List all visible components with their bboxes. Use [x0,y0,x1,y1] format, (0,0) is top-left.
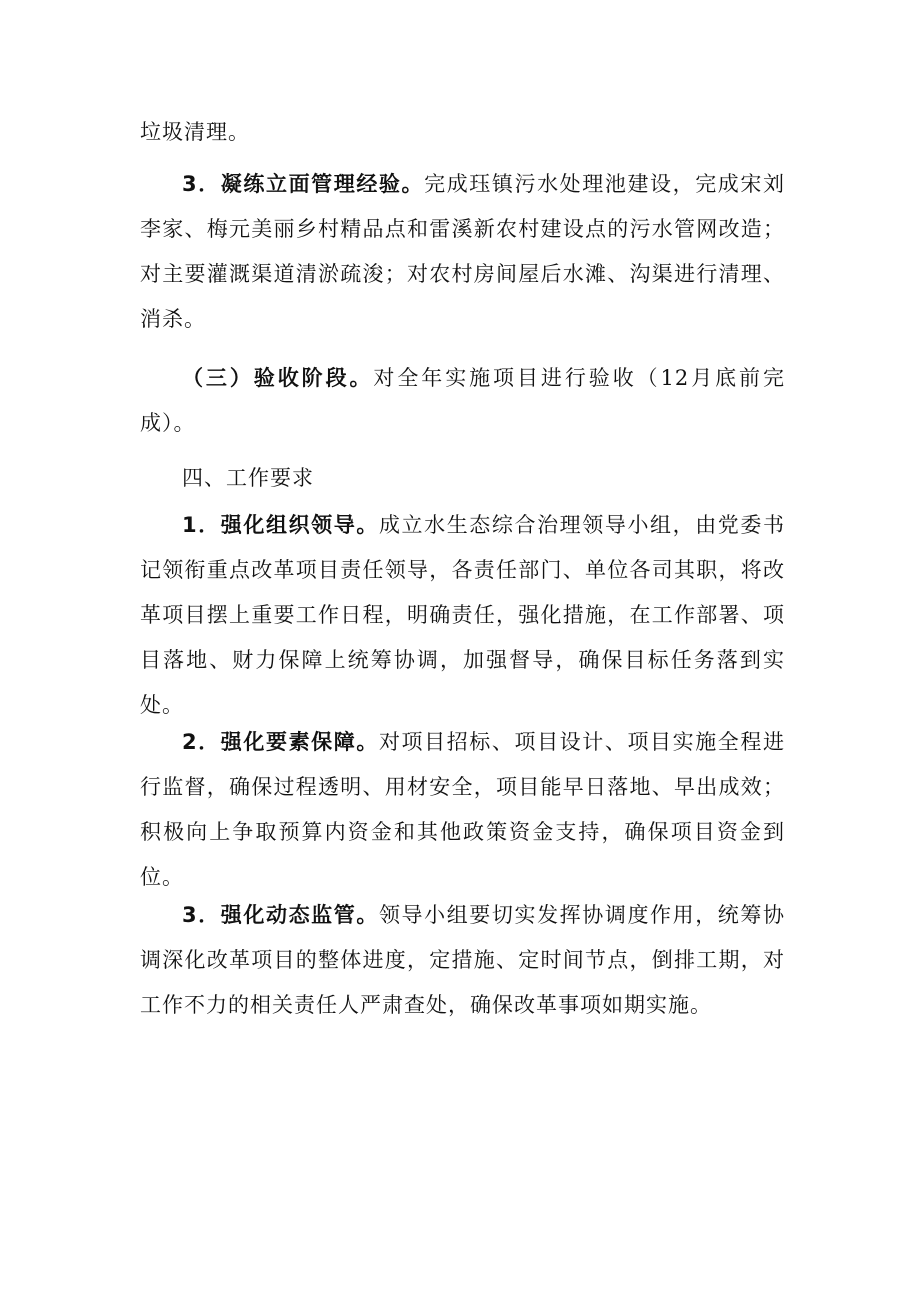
paragraph-heading: 3．强化动态监管。 [182,903,379,927]
paragraph-body: 完成珏镇污水处理池建设，完成宋刘李家、梅元美丽乡村精品点和雷溪新农村建设点的污水管网改造；对主要灌溉渠道清淤疏浚；对农村房间屋后水滩、沟渠进行清理、消杀。 [140,172,785,331]
paragraph-factor-guarantee [140,720,785,900]
paragraph-heading: 2．强化要素保障。 [182,730,379,754]
section-heading-work-requirements: 四、工作要求 [182,466,314,490]
paragraph-dynamic-supervision [140,893,785,1028]
paragraph-body: 成立水生态综合治理领导小组，由党委书记领衔重点改革项目责任领导，各责任部门、单位各司其职，将改革项目摆上重要工作日程，明确责任，强化措施，在工作部署、项目落地、财力保障上统筹协调，加强督导，确保目标任务落到实处。 [140,513,785,717]
paragraph-body: 垃圾清理。 [140,120,250,144]
paragraph-body: 对项目招标、项目设计、项目实施全程进行监督，确保过程透明、用材安全，项目能早日落地、早出成效；积极向上争取预算内资金和其他政策资金支持，确保项目资金到位。 [140,730,785,889]
paragraph-body: 对全年实施项目进行验收（12月底前完成）。 [140,366,785,435]
paragraph-continuation [140,110,785,155]
paragraph-heading: 3．凝练立面管理经验。 [182,172,425,196]
paragraph-body: 领导小组要切实发挥协调度作用，统筹协调深化改革项目的整体进度，定措施、定时间节点，倒排工期，对工作不力的相关责任人严肃查处，确保改革事项如期实施。 [140,903,785,1017]
paragraph-acceptance-stage [140,356,785,446]
paragraph-heading: （三）验收阶段。 [182,366,374,390]
paragraph-organization-leadership [140,503,785,728]
paragraph-facade-management [140,162,785,342]
paragraph-heading: 1．强化组织领导。 [182,513,379,537]
